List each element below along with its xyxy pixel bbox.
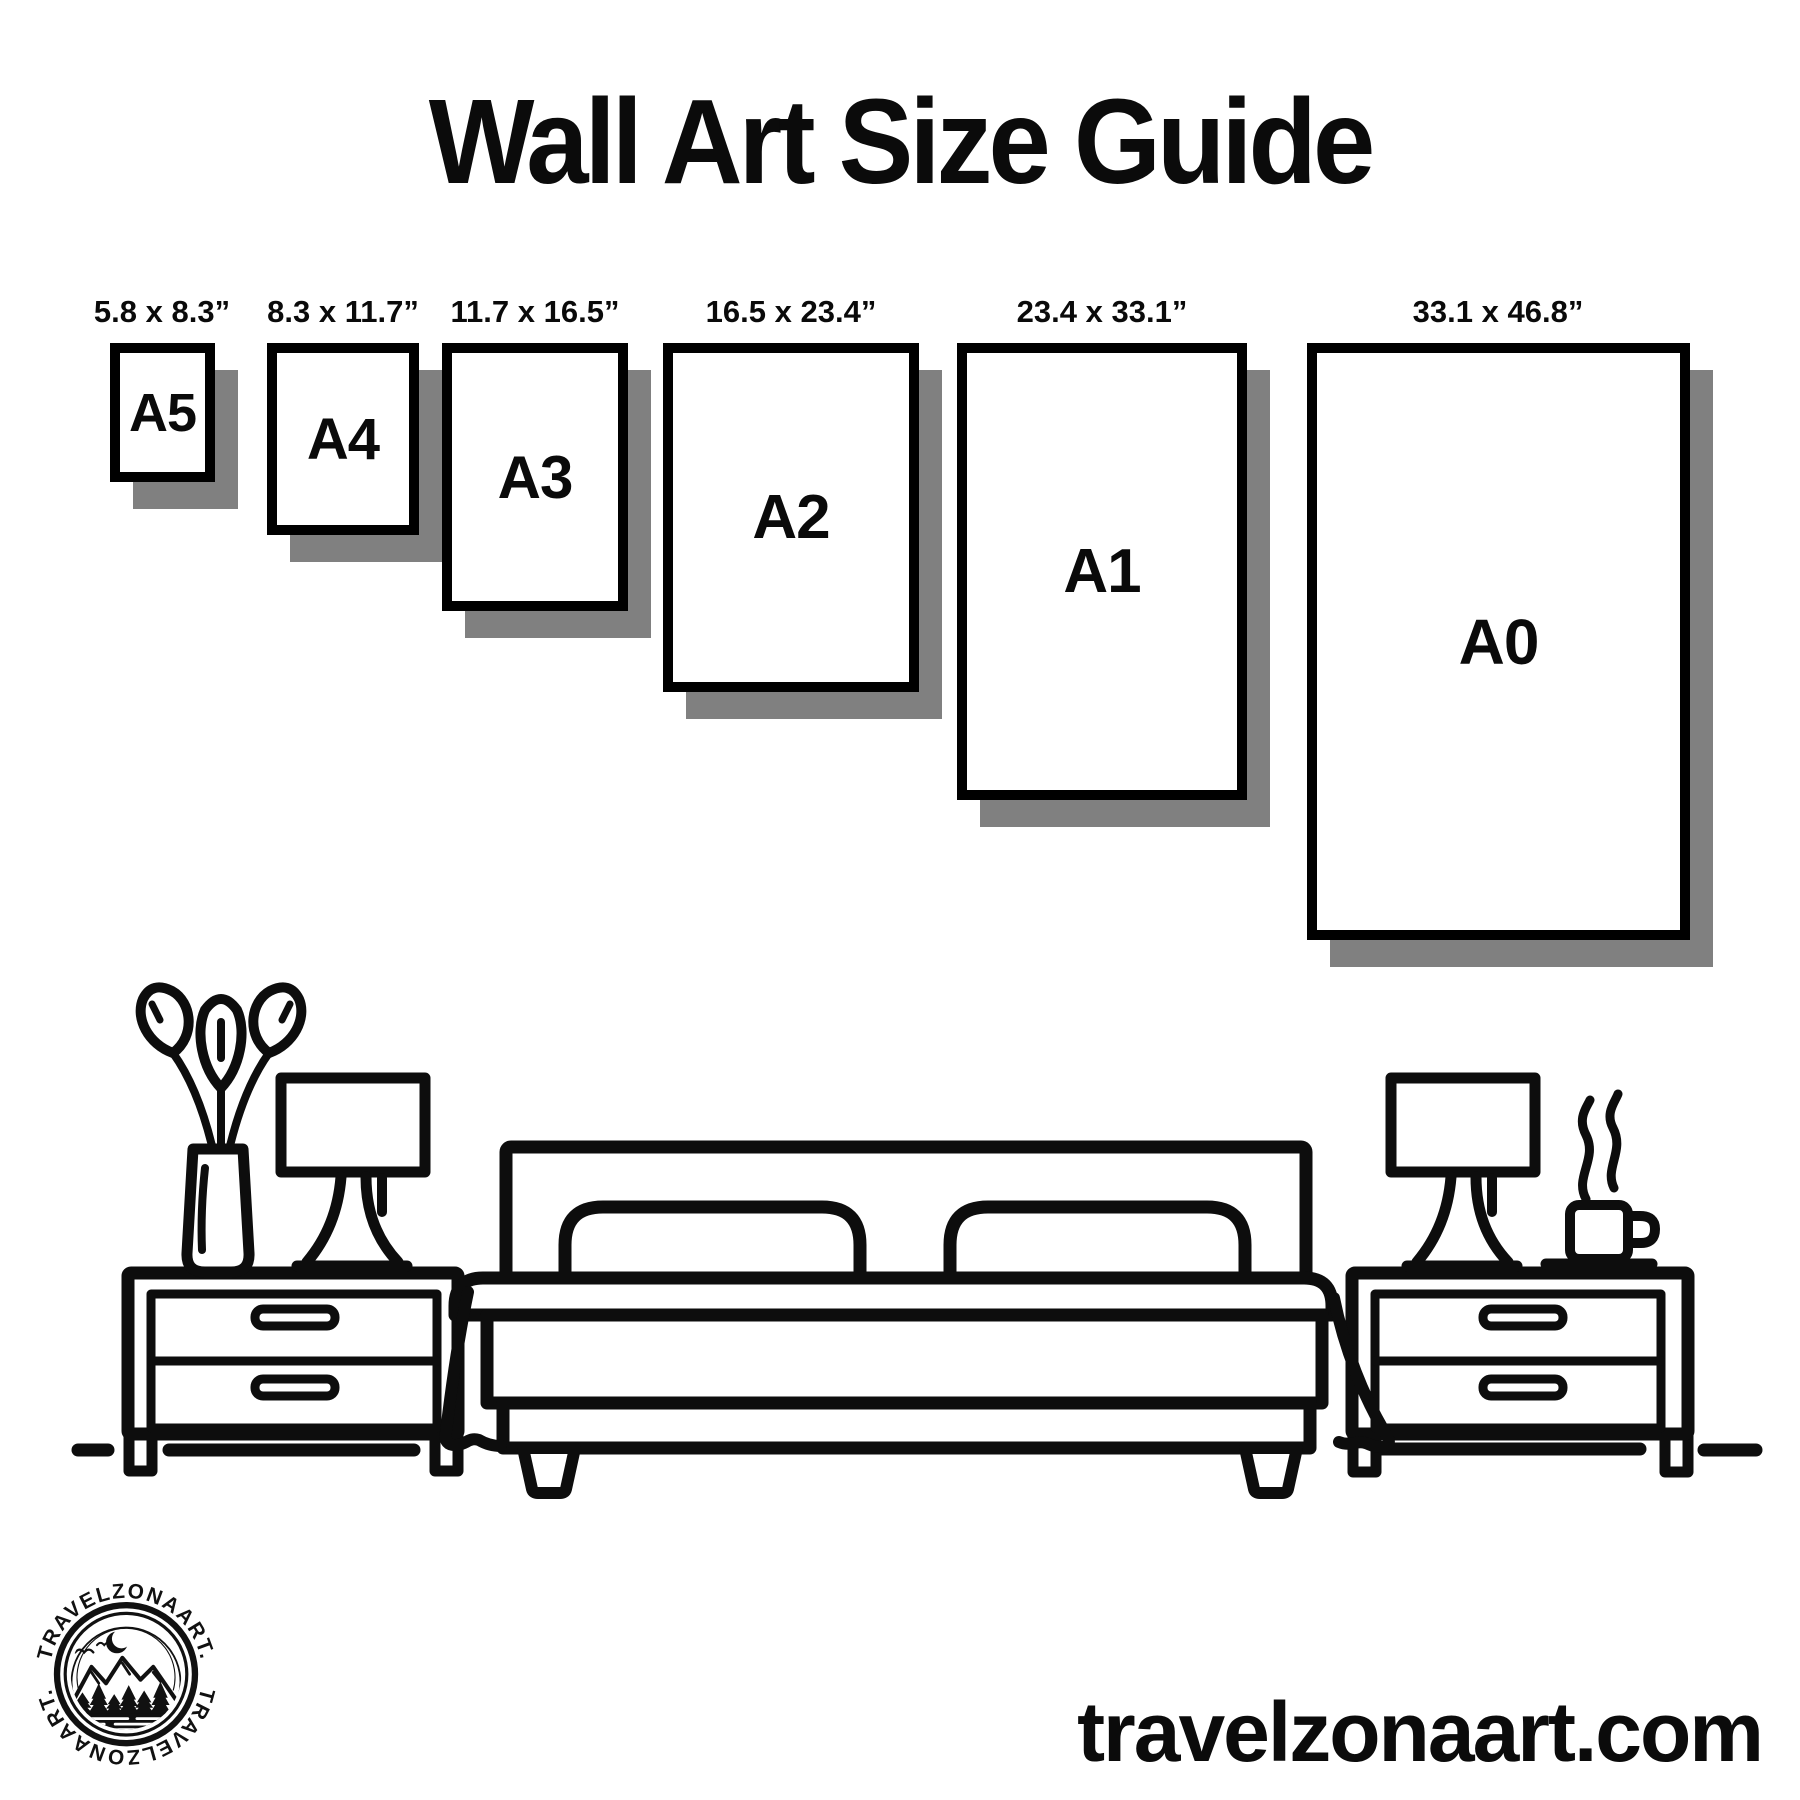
size-frame-a5 (110, 343, 215, 482)
frame-letter-a2: A2 (752, 483, 830, 552)
website-url: travelzonaart.com (1077, 1685, 1762, 1779)
frame-letter-a0: A0 (1458, 605, 1539, 678)
nightstand-right (1352, 1273, 1688, 1472)
birds-icon (75, 1650, 93, 1653)
bed-base (503, 1403, 1310, 1448)
frame-letter-a1: A1 (1063, 537, 1141, 606)
table-lamp-left (281, 1078, 425, 1266)
logo-text-bottom: TRAVELZONAART. (33, 1685, 219, 1769)
page-title: Wall Art Size Guide (428, 74, 1372, 210)
lamp-shade-icon (281, 1078, 425, 1172)
bed-foot (1245, 1448, 1297, 1493)
leaf-icon (253, 987, 301, 1053)
logo-text-top: TRAVELZONAART. (33, 1579, 219, 1663)
lamp-shade-icon (1391, 1078, 1535, 1172)
dimensions-label-a2: 16.5 x 23.4” (705, 294, 877, 329)
size-frame-a1 (957, 343, 1247, 800)
table-lamp-right (1391, 1078, 1535, 1266)
leaf-icon (141, 987, 189, 1053)
frame-letter-a3: A3 (497, 443, 573, 511)
steam-icon (1582, 1100, 1590, 1199)
size-frame-a4 (267, 343, 419, 535)
coffee-mug (1546, 1094, 1655, 1264)
steam-icon (1610, 1094, 1618, 1188)
size-frame-a3 (442, 343, 628, 611)
brand-logo (26, 1558, 226, 1794)
mattress (487, 1315, 1322, 1403)
bed (445, 1147, 1388, 1493)
dimensions-label-a4: 8.3 x 11.7” (267, 294, 419, 329)
size-frame-a0 (1307, 343, 1690, 940)
frame-letter-a4: A4 (306, 406, 380, 472)
nightstand-left (128, 1273, 458, 1471)
bed-foot (523, 1448, 575, 1493)
dimensions-label-a3: 11.7 x 16.5” (450, 294, 620, 329)
bedroom-scene-illustration (0, 955, 1800, 1515)
dimensions-label-a1: 23.4 x 33.1” (1016, 294, 1188, 329)
dimensions-label-a5: 5.8 x 8.3” (93, 294, 231, 329)
frame-letter-a5: A5 (128, 382, 197, 443)
size-frame-a2 (663, 343, 919, 692)
dimensions-label-a0: 33.1 x 46.8” (1412, 294, 1584, 329)
